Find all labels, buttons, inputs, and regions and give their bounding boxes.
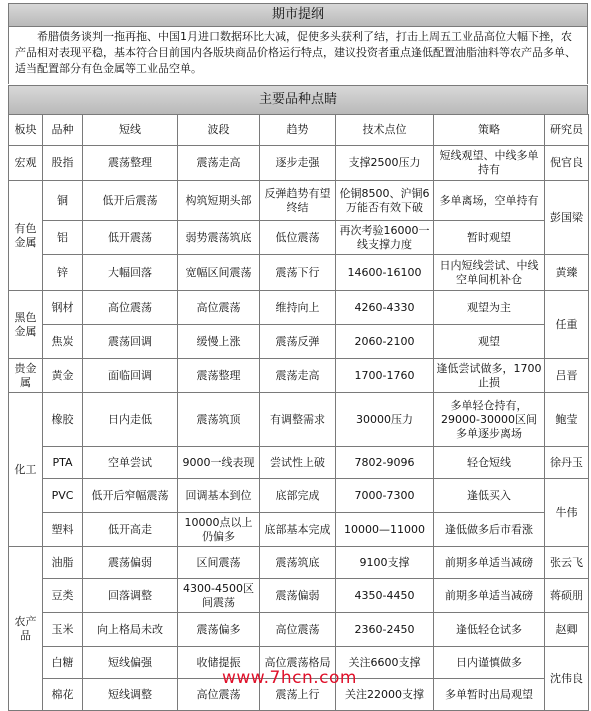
cell: 前期多单适当减磅 [434,579,545,613]
cell: 前期多单适当减磅 [434,547,545,579]
cell: 关注22000支撑 [336,679,434,711]
cell: 多单暂时出局观望 [434,679,545,711]
analyst-cell: 黄臻 [545,255,589,291]
cell: 空单尝试 [83,447,178,479]
table-row [9,513,589,547]
cell: 9100支撑 [336,547,434,579]
cell: 短线偏强 [83,647,178,679]
table-row [9,447,589,479]
cell: 震荡偏多 [178,613,260,647]
analyst-cell: 任重 [545,291,589,359]
cell: 短线调整 [83,679,178,711]
cell: 逢低买入 [434,479,545,513]
cell: 震荡下行 [260,255,336,291]
table-row [9,479,589,513]
sector-cell: 有色金属 [9,181,43,291]
cell: 观望为主 [434,291,545,325]
cell: 高位震荡 [260,613,336,647]
cell: 震荡走高 [178,146,260,181]
cell: 铜 [43,181,83,221]
cell: 震荡走高 [260,359,336,393]
cell: 30000压力 [336,393,434,447]
section-title-highlights: 主要品种点睛 [258,92,337,107]
cell: 震荡偏弱 [260,579,336,613]
cell: 高位震荡 [178,679,260,711]
cell: 震荡筑底 [260,547,336,579]
cell: PTA [43,447,83,479]
sector-cell: 贵金属 [9,359,43,393]
cell: 高位震荡格局 [260,647,336,679]
cell: 面临回调 [83,359,178,393]
section-title-outline: 期市提纲 [271,7,324,22]
sector-cell: 农产品 [9,547,43,711]
cell: 锌 [43,255,83,291]
cell: 10000点以上仍偏多 [178,513,260,547]
cell: 高位震荡 [83,291,178,325]
cell: 低开后窄幅震荡 [83,479,178,513]
cell: 1700-1760 [336,359,434,393]
cell: 多单离场，空单持有 [434,181,545,221]
cell: 底部基本完成 [260,513,336,547]
cell: 塑料 [43,513,83,547]
cell: 向上格局未改 [83,613,178,647]
sector-cell: 黑色金属 [9,291,43,359]
cell: 维持向上 [260,291,336,325]
cell: 低开后震荡 [83,181,178,221]
cell: 多单轻仓持有，29000-30000区间多单逐步离场 [434,393,545,447]
cell: 逢低尝试做多，1700止损 [434,359,545,393]
cell: 再次考验16000一线支撑力度 [336,221,434,255]
table-row [9,393,589,447]
cell: 尝试性上破 [260,447,336,479]
cell: 收储提振 [178,647,260,679]
column-header: 板块 [9,115,43,146]
table-row [9,325,589,359]
cell: 低开高走 [83,513,178,547]
cell: 暂时观望 [434,221,545,255]
cell: 震荡反弹 [260,325,336,359]
cell: 2360-2450 [336,613,434,647]
column-header: 品种 [43,115,83,146]
table-row [9,181,589,221]
cell: 轻仓短线 [434,447,545,479]
table-row [9,359,589,393]
cell: 黄金 [43,359,83,393]
cell: 低位震荡 [260,221,336,255]
sector-cell: 化工 [9,393,43,547]
cell: 橡胶 [43,393,83,447]
cell: 回落调整 [83,579,178,613]
cell: 4350-4450 [336,579,434,613]
cell: 观望 [434,325,545,359]
table-row [9,579,589,613]
column-header: 策略 [434,115,545,146]
cell: 震荡回调 [83,325,178,359]
market-summary: 希腊债务谈判一拖再拖、中国1月进口数据环比大减，促使多头获利了结，打击上周五工业品高位大幅下挫，农产品相对表现平稳，基本符合目前国内各版块商品价格运行特点，建议投资者重点逢低配置油脂油料等农产品多单、适当配置部分有色金属等工业品空单。 [8,26,588,84]
cell: 14600-16100 [336,255,434,291]
cell: 震荡偏弱 [83,547,178,579]
cell: 铝 [43,221,83,255]
cell: PVC [43,479,83,513]
cell: 震荡上行 [260,679,336,711]
cell: 有调整需求 [260,393,336,447]
cell: 日内走低 [83,393,178,447]
column-header: 研究员 [545,115,589,146]
cell: 股指 [43,146,83,181]
cell: 日内谨慎做多 [434,647,545,679]
cell: 4300-4500区间震荡 [178,579,260,613]
cell: 钢材 [43,291,83,325]
cell: 构筑短期头部 [178,181,260,221]
cell: 反弹趋势有望终结 [260,181,336,221]
cell: 逐步走强 [260,146,336,181]
cell: 10000—11000 [336,513,434,547]
table-row [9,547,589,579]
cell: 弱势震荡筑底 [178,221,260,255]
analyst-cell: 沈伟良 [545,647,589,711]
table-row [9,613,589,647]
column-header: 短线 [83,115,178,146]
cell: 关注6600支撑 [336,647,434,679]
analyst-cell: 赵卿 [545,613,589,647]
analyst-cell: 吕晋 [545,359,589,393]
column-header: 趋势 [260,115,336,146]
cell: 震荡整理 [178,359,260,393]
cell: 逢低轻仓试多 [434,613,545,647]
cell: 油脂 [43,547,83,579]
cell: 低开震荡 [83,221,178,255]
section-header-highlights [8,85,588,115]
table-row [9,291,589,325]
analyst-cell: 蒋硕朋 [545,579,589,613]
analyst-cell: 徐丹玉 [545,447,589,479]
column-header: 技术点位 [336,115,434,146]
cell: 白糖 [43,647,83,679]
cell: 玉米 [43,613,83,647]
cell: 2060-2100 [336,325,434,359]
analyst-cell: 倪官良 [545,146,589,181]
cell: 底部完成 [260,479,336,513]
cell: 震荡整理 [83,146,178,181]
table-row [9,255,589,291]
analyst-cell: 张云飞 [545,547,589,579]
analyst-cell: 鲍莹 [545,393,589,447]
cell: 短线观望、中线多单持有 [434,146,545,181]
cell: 豆类 [43,579,83,613]
analyst-cell: 牛伟 [545,479,589,547]
cell: 棉花 [43,679,83,711]
cell: 回调基本到位 [178,479,260,513]
cell: 区间震荡 [178,547,260,579]
cell: 7802-9096 [336,447,434,479]
cell: 日内短线尝试、中线空单间机补仓 [434,255,545,291]
cell: 9000一线表现 [178,447,260,479]
cell: 4260-4330 [336,291,434,325]
table-header-row [9,115,589,146]
table-row [9,221,589,255]
watermark: www.7hcn.com [222,668,357,688]
section-header-outline [8,3,588,27]
table-row [9,146,589,181]
cell: 7000-7300 [336,479,434,513]
cell: 震荡筑顶 [178,393,260,447]
cell: 伦铜8500、沪铜6万能否有效下破 [336,181,434,221]
analyst-cell: 彭国梁 [545,181,589,255]
cell: 高位震荡 [178,291,260,325]
cell: 宽幅区间震荡 [178,255,260,291]
cell: 缓慢上涨 [178,325,260,359]
cell: 大幅回落 [83,255,178,291]
highlights-table [8,114,589,711]
cell: 焦炭 [43,325,83,359]
cell: 支撑2500压力 [336,146,434,181]
cell: 逢低做多后市看涨 [434,513,545,547]
sector-cell: 宏观 [9,146,43,181]
column-header: 波段 [178,115,260,146]
